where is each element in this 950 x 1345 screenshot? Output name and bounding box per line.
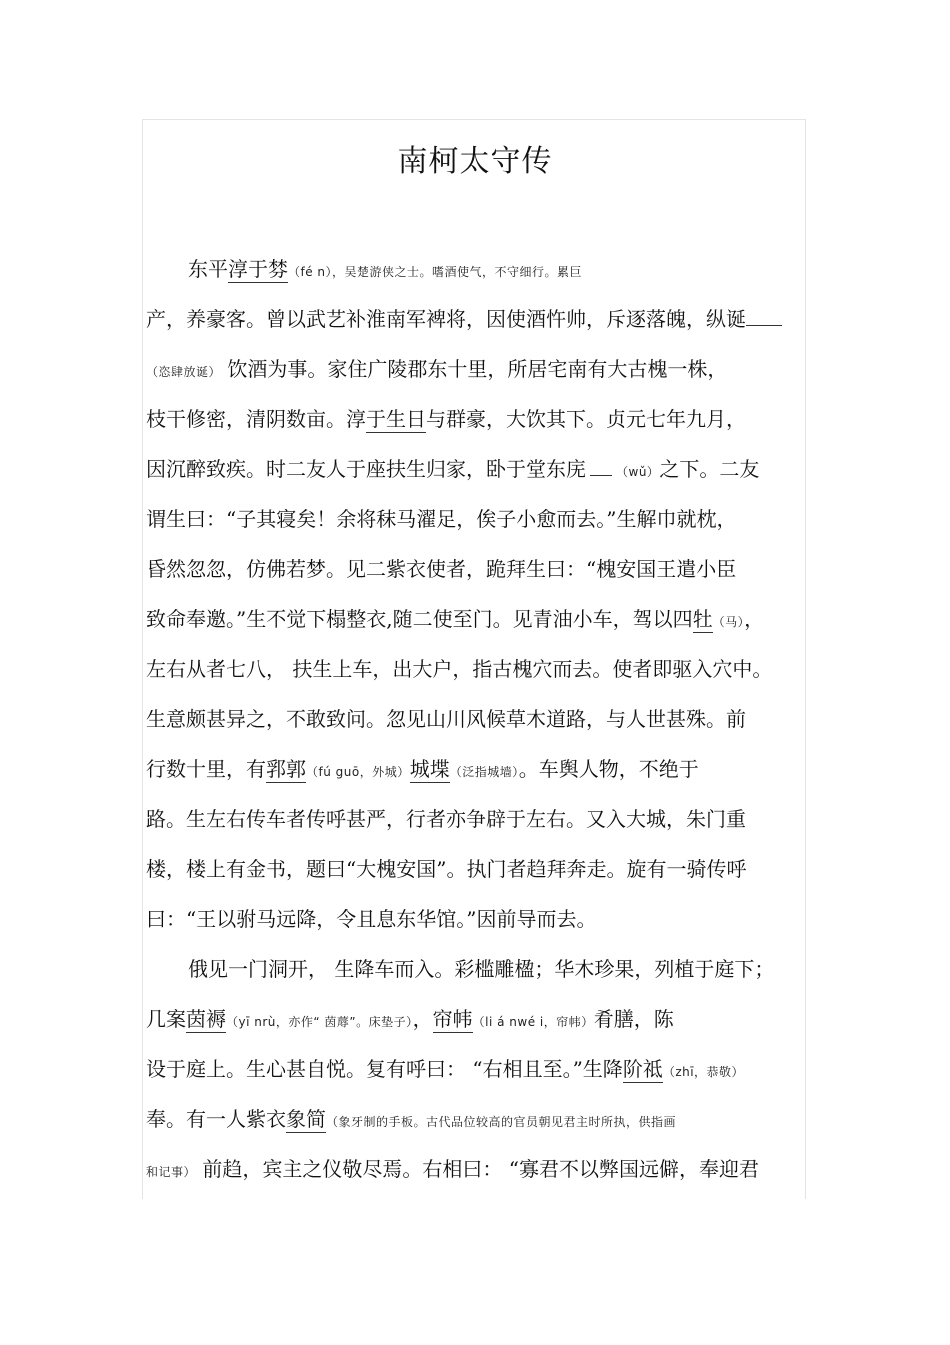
annotated-term: 象简: [286, 1107, 326, 1131]
text-line-19: [146, 1149, 806, 1189]
annotated-term: 牡: [692, 607, 713, 631]
gloss-note: （泛指城墙）: [449, 765, 519, 779]
text-line-9: 左右从者七八， 扶生上车，出大户，指古槐穴而去。使者即驱入穴中。: [146, 657, 773, 681]
text-line-13: 楼，楼上有金书，题曰“大槐安国”。执门者趋拜奔走。旋有一骑传呼: [146, 857, 747, 881]
text-line-5: [146, 449, 806, 489]
text: 奉。有一人紫衣: [146, 1107, 286, 1131]
text: 肴膳，陈: [593, 1007, 674, 1031]
blank-underline: [746, 301, 782, 326]
text: 因沉醉致疾。时二友人于座扶生归家，卧于堂东庑: [146, 457, 586, 481]
text: 饮酒为事。家住广陵郡东十里，所居宅南有大古槐一株，: [221, 357, 728, 381]
annotated-term: 茵褥: [186, 1007, 226, 1031]
annotated-term: 淳于棼: [228, 257, 288, 281]
text: （fé n），吴楚游侠之士。嗜酒使气，不守细行。累巨: [288, 265, 583, 279]
text-line-15: 俄见一门洞开， 生降车而入。彩槛雕楹；华木珍果，列植于庭下；: [188, 957, 775, 981]
gloss-note: （li á nwé i，帘帏）: [472, 1015, 594, 1029]
text: 。车舆人物，不绝于: [518, 757, 699, 781]
text-line-11: [146, 749, 806, 789]
text: 设于庭上。生心甚自悦。复有呼曰： “右相且至。”生降: [146, 1057, 623, 1081]
text: 产，养豪客。曾以武艺补淮南军裨将，因使酒忤帅，斥逐落魄，纵诞: [146, 307, 746, 331]
gloss-note: （恣肆放诞）: [146, 365, 222, 379]
page-title: 南柯太守传: [397, 144, 553, 179]
text: 枝干修密，清阴数亩。淳: [146, 407, 366, 431]
text: 行数十里，有: [146, 757, 266, 781]
annotated-term: 帘帏: [432, 1007, 473, 1031]
gloss-note: （zhī，恭敬）: [662, 1065, 745, 1079]
annotated-term: 城堞: [409, 757, 450, 781]
text-line-7: 昏然忽忽，仿佛若梦。见二紫衣使者，跪拜生曰：“槐安国王遣小臣: [146, 557, 737, 581]
text-line-8: [146, 599, 806, 639]
text: 东平: [188, 257, 228, 281]
text: 与群豪，大饮其下。贞元七年九月，: [426, 407, 746, 431]
text: 之下。二友: [659, 457, 760, 481]
annotated-term: 郛郭: [266, 757, 306, 781]
gloss-note: 和记事）: [146, 1165, 197, 1179]
text-line-17: [146, 1049, 806, 1089]
text-line-1: [188, 249, 806, 289]
text-line-16: [146, 999, 806, 1039]
text: ，: [744, 607, 765, 631]
text-line-4: [146, 399, 806, 439]
text: ，: [412, 1007, 433, 1031]
text: 致命奉邀。”生不觉下榻整衣,随二使至门。见青油小车，驾以四: [146, 607, 693, 631]
text-line-18: [146, 1099, 806, 1139]
annotated-term: 于生日: [366, 407, 426, 431]
text-line-12: 路。生左右传车者传呼甚严，行者亦争辟于左右。又入大城，朱门重: [146, 807, 746, 831]
text-line-10: 生意颇甚异之，不敢致问。忽见山川风候草木道路，与人世甚殊。前: [146, 707, 746, 731]
gloss-note: （象牙制的手板。古代品位较高的官员朝见君主时所执，供指画: [326, 1115, 677, 1129]
gloss-note: （fú guō，外城）: [306, 765, 410, 779]
text: 前趋，宾主之仪敬尽焉。右相曰： “寡君不以弊国远僻，奉迎君: [196, 1157, 759, 1181]
text-line-6: 谓生曰：“子其寝矣！余将秣马濯足，俟子小愈而去。”生解巾就枕，: [146, 507, 737, 531]
gloss-note: （马）: [712, 615, 745, 629]
annotated-term: 阶祗: [622, 1057, 663, 1081]
text-line-3: [146, 349, 806, 389]
blank-underline: [590, 451, 612, 476]
text-line-2: [146, 299, 806, 339]
gloss-note: （wǔ）: [616, 465, 660, 479]
text-line-14: 曰：“王以驸马远降，令且息东华馆。”因前导而去。: [146, 907, 597, 931]
gloss-note: （yī nrù，亦作“ 茵蓐”。床垫子）: [226, 1015, 413, 1029]
text: 几案: [146, 1007, 186, 1031]
